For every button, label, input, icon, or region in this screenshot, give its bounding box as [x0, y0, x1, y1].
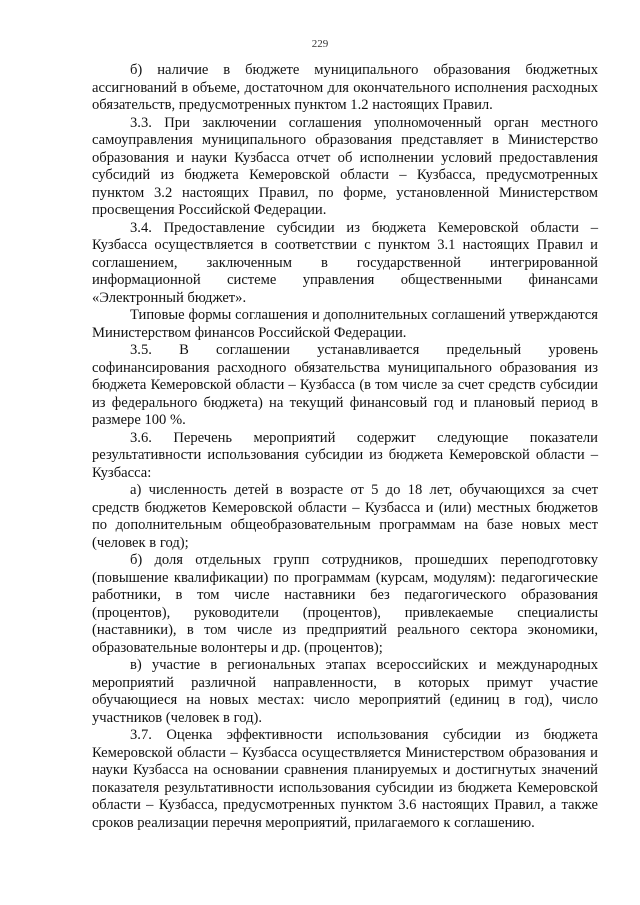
paragraph-3-5: 3.5. В соглашении устанавливается предельный уровень софинансирования расходного обязательства муниципального образования из бюджета Кемеровской области – Кузбасса (в том числе за счет средств субсидии из федерального бюджета) на текущий финансовый год и плановый период в размере 100 %. [92, 342, 598, 428]
paragraph-standard-forms: Типовые формы соглашения и дополнительных соглашений утверждаются Министерством финансов Российской Федерации. [92, 307, 598, 341]
paragraph-3-2-b: б) наличие в бюджете муниципального образования бюджетных ассигнований в объеме, достаточном для окончательного исполнения расходных обязательств, предусмотренных пунктом 1.2 настоящих Правил. [92, 62, 598, 113]
paragraph-3-7: 3.7. Оценка эффективности использования субсидии из бюджета Кемеровской области – Кузбасса осуществляется Министерством образования и науки Кузбасса на основании сравнения планируемых и достигнутых значений показателя результативности использования субсидии из бюджета Кемеровской области – Кузбасса, предусмотренных пунктом 3.6 настоящих Правил, а также сроков реализации перечня мероприятий, прилагаемого к соглашению. [92, 727, 598, 831]
paragraph-3-3: 3.3. При заключении соглашения уполномоченный орган местного самоуправления муниципального образования представляет в Министерство образования и науки Кузбасса отчет об исполнении условий предоставления субсидий из бюджета Кемеровской области – Кузбасса, предусмотренных пунктом 3.2 настоящих Правил, по форме, установленной Министерством просвещения Российской Федерации. [92, 114, 598, 218]
paragraph-3-6-b: б) доля отдельных групп сотрудников, прошедших переподготовку (повышение квалификации) по программам (курсам, модулям): педагогические работники, в том числе наставники без педагогического образования (процентов), руководители (процентов), привлекаемые специалисты (наставники), в том числе из предприятий реального сектора экономики, образовательные волонтеры и др. (процентов); [92, 552, 598, 656]
page-number: 229 [311, 38, 329, 50]
paragraph-3-4: 3.4. Предоставление субсидии из бюджета Кемеровской области – Кузбасса осуществляется в соответствии с пунктом 3.1 настоящих Правил и соглашением, заключенным в государственной интегрированной информационной системе управления общественными финансами «Электронный бюджет». [92, 219, 598, 306]
paragraph-3-6: 3.6. Перечень мероприятий содержит следующие показатели результативности использования субсидии из бюджета Кемеровской области – Кузбасса: [92, 429, 598, 481]
paragraph-3-6-a: а) численность детей в возрасте от 5 до 18 лет, обучающихся за счет средств бюджетов Кемеровской области – Кузбасса и (или) местных бюджетов по дополнительным общеобразовательным программам на базе новых мест (человек в год); [92, 482, 598, 551]
paragraph-3-6-v: в) участие в региональных этапах всероссийских и международных мероприятий различной направленности, в которых примут участие обучающиеся на новых местах: число мероприятий (единиц в год), число участников (человек в год). [92, 657, 598, 726]
document-body [92, 62, 598, 832]
